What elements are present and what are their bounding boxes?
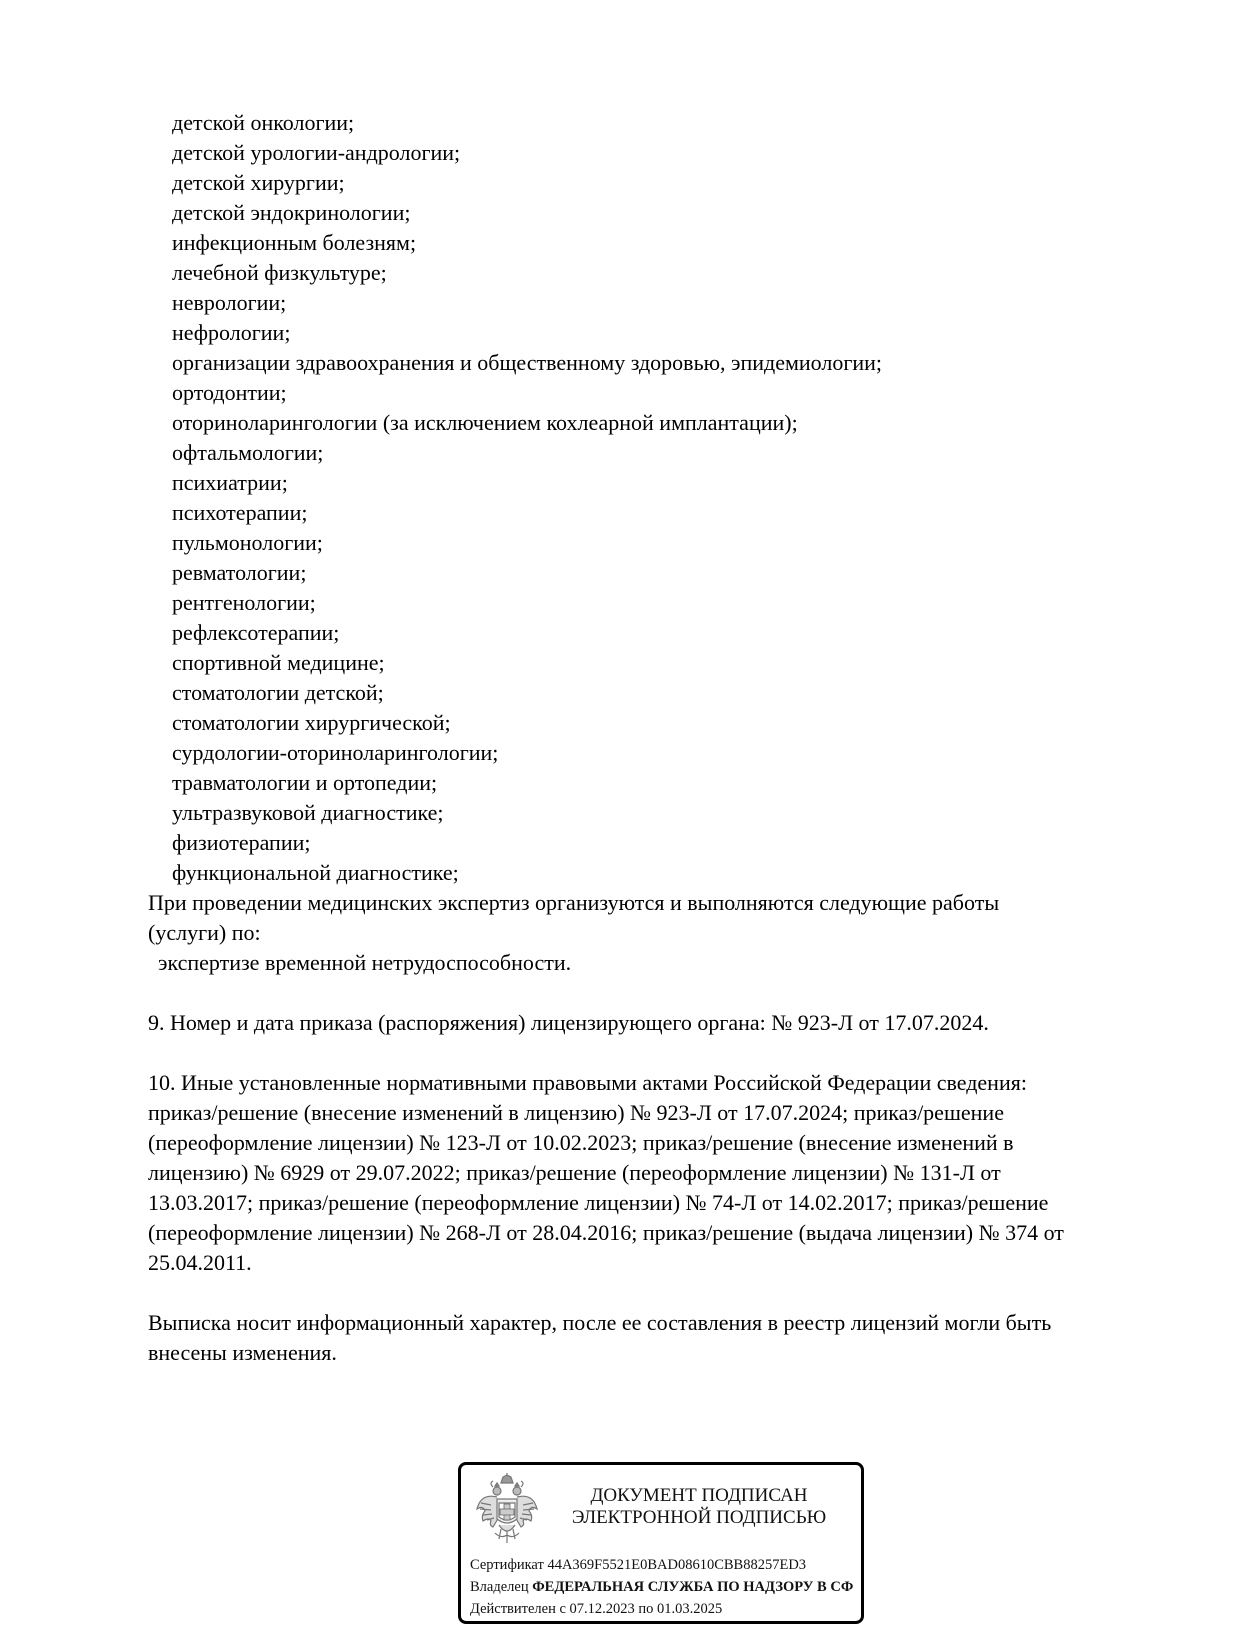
list-item: физиотерапии; bbox=[172, 830, 311, 855]
list-item: ревматологии; bbox=[172, 560, 307, 585]
section-9-license-order: 9. Номер и дата приказа (распоряжения) лицензирующего органа: № 923-Л от 17.07.2024. bbox=[148, 1010, 989, 1035]
list-item: стоматологии хирургической; bbox=[172, 710, 451, 735]
section-10-paragraph bbox=[148, 1068, 1198, 1278]
expertise-intro-line: При проведении медицинских экспертиз организуются и выполняются следующие работы bbox=[148, 890, 1000, 915]
validity-row: Действителен с 07.12.2023 по 01.03.2025 bbox=[470, 1601, 723, 1617]
list-item: психотерапии; bbox=[172, 500, 308, 525]
expertise-item: экспертизе временной нетрудоспособности. bbox=[158, 950, 572, 975]
expertise-intro-paragraph bbox=[148, 888, 1198, 948]
list-item: организации здравоохранения и общественному здоровью, эпидемиологии; bbox=[172, 350, 883, 375]
section-10-line: (переоформление лицензии) № 123-Л от 10.02.2023; приказ/решение (внесение изменений в bbox=[148, 1130, 1014, 1155]
list-item: детской онкологии; bbox=[172, 110, 355, 135]
list-item: ортодонтии; bbox=[172, 380, 287, 405]
electronic-signature-stamp bbox=[458, 1462, 864, 1624]
disclaimer-line: Выписка носит информационный характер, после ее составления в реестр лицензий могли быть bbox=[148, 1310, 1052, 1335]
list-item: офтальмологии; bbox=[172, 440, 324, 465]
stamp-title-line: ЭЛЕКТРОННОЙ ПОДПИСЬЮ bbox=[571, 1507, 827, 1528]
section-10-line: лицензию) № 6929 от 29.07.2022; приказ/решение (переоформление лицензии) № 131-Л от bbox=[148, 1160, 1001, 1185]
specialties-list bbox=[172, 108, 882, 888]
stamp-certificate-info bbox=[470, 1554, 864, 1620]
owner-row bbox=[470, 1576, 864, 1598]
section-10-line: 13.03.2017; приказ/решение (переоформление лицензии) № 74-Л от 14.02.2017; приказ/решение bbox=[148, 1190, 1049, 1215]
list-item: нефрологии; bbox=[172, 320, 291, 345]
section-10-line: (переоформление лицензии) № 268-Л от 28.04.2016; приказ/решение (выдача лицензии) № 374 от bbox=[148, 1220, 1064, 1245]
list-item: ультразвуковой диагностике; bbox=[172, 800, 444, 825]
list-item: стоматологии детской; bbox=[172, 680, 384, 705]
list-item: лечебной физкультуре; bbox=[172, 260, 387, 285]
disclaimer-paragraph bbox=[148, 1308, 1198, 1368]
list-item: спортивной медицине; bbox=[172, 650, 385, 675]
certificate-row bbox=[470, 1554, 864, 1576]
list-item: оториноларингологии (за исключением кохлеарной имплантации); bbox=[172, 410, 798, 435]
list-item: функциональной диагностике; bbox=[172, 860, 459, 885]
list-item: пульмонологии; bbox=[172, 530, 323, 555]
list-item: детской хирургии; bbox=[172, 170, 345, 195]
section-10-line: 25.04.2011. bbox=[148, 1250, 252, 1275]
list-item: травматологии и ортопедии; bbox=[172, 770, 438, 795]
list-item: рефлексотерапии; bbox=[172, 620, 340, 645]
certificate-label: Сертификат bbox=[470, 1557, 544, 1573]
list-item: инфекционным болезням; bbox=[172, 230, 417, 255]
certificate-value: 44A369F5521E0BAD08610CBB88257ED3 bbox=[547, 1557, 807, 1573]
owner-label: Владелец bbox=[470, 1579, 529, 1595]
stamp-title-line: ДОКУМЕНТ ПОДПИСАН bbox=[590, 1485, 808, 1506]
expertise-intro-line: (услуги) по: bbox=[148, 920, 261, 945]
list-item: неврологии; bbox=[172, 290, 287, 315]
stamp-title bbox=[541, 1485, 857, 1529]
section-10-line: приказ/решение (внесение изменений в лицензию) № 923-Л от 17.07.2024; приказ/решение bbox=[148, 1100, 1004, 1125]
list-item: сурдологии-оториноларингологии; bbox=[172, 740, 499, 765]
section-10-line: 10. Иные установленные нормативными правовыми актами Российской Федерации сведения: bbox=[148, 1070, 1027, 1095]
owner-value: ФЕДЕРАЛЬНАЯ СЛУЖБА ПО НАДЗОРУ В СФ bbox=[532, 1579, 854, 1595]
list-item: детской урологии-андрологии; bbox=[172, 140, 461, 165]
list-item: детской эндокринологии; bbox=[172, 200, 411, 225]
list-item: рентгенологии; bbox=[172, 590, 316, 615]
roszdravnadzor-emblem-icon bbox=[475, 1473, 539, 1545]
disclaimer-line: внесены изменения. bbox=[148, 1340, 337, 1365]
list-item: психиатрии; bbox=[172, 470, 288, 495]
